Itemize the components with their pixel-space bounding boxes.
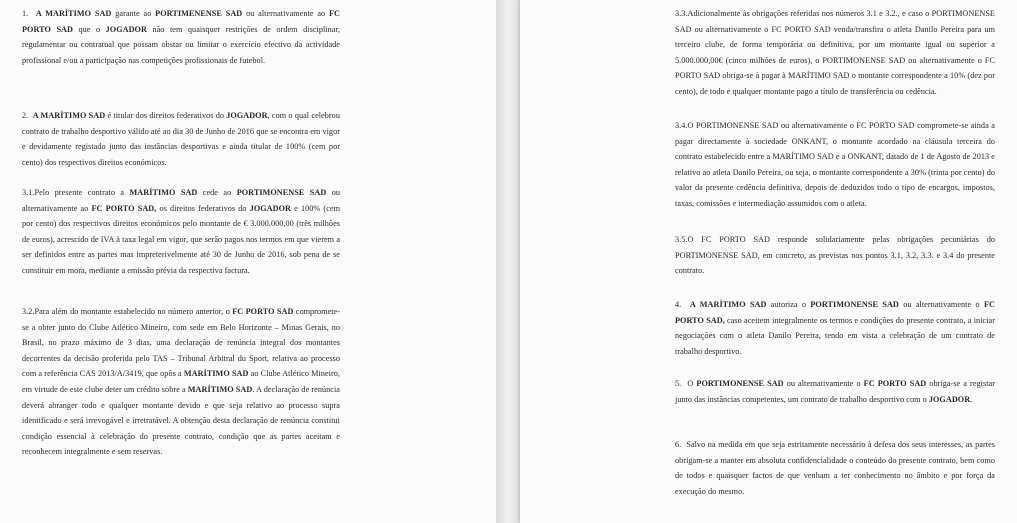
clause-5: 5. O PORTIMONENSE SAD ou alternativamente o FC PORTO SAD obriga-se a registar junto das instâncias competentes, um contrato de trabalho desportivo com o JOGADOR.: [675, 379, 995, 404]
clause-4: 4. A MARÍTIMO SAD autoriza o PORTIMONENSE SAD ou alternativamente o FC PORTO SAD, caso aceitem integralmente os termos e condições do presente contrato, a iniciar negociações com o atleta Danilo Pereira, tendo em vista a celebração de um contrato de trabalho desportivo.: [675, 300, 995, 356]
party-name: JOGADOR: [105, 24, 147, 34]
party-name: FC PORTO SAD,: [91, 203, 157, 213]
clause-2: 2. A MARÍTIMO SAD é titular dos direitos federativos do JOGADOR, com o qual celebrou contrato de trabalho desportivo válido até ao dia 30 de Junho de 2016 que se encontra em vigor e devidamente registado junto das instâncias desportivas e ainda titular de 100% (cem por cento) dos respectivos direitos económicos.: [22, 111, 340, 167]
clause-number: 3.2.: [22, 307, 35, 316]
party-name: MARÍTIMO SAD: [129, 188, 198, 197]
clause-3-2: 3.2.Para além do montante estabelecido no número anterior, o FC PORTO SAD compromete-se a obter junto do Clube Atlético Mineiro, com sede em Belo Horizonte – Minas Gerais, no Brasil, no prazo máximo de 3 dias, uma declaração de renúncia integral dos montantes decorrentes da decisão proferida pelo TAS – Tribunal Arbitral du Sport, relativa ao processo com a referência CAS 2013/A/3419, que opôs a MARÍTIMO SAD ao Clube Atlético Mineiro, em virtude de este clube deter um crédito sobre a MARÍTIMO SAD. A declaração de renúncia deverá abranger todo e qualquer montante devido e que seja relativo ao processo supra identificado e será irrevogável e irretratável. A obtenção desta declaração de renúncia constitui condição essencial à celebração do presente contrato, condição que as partes aceitam e reconhecem integralmente e sem reservas.: [22, 307, 340, 457]
clause-number: 3.4.: [675, 121, 688, 130]
party-name: FC PORTO SAD,: [675, 300, 995, 325]
party-name: JOGADOR: [928, 394, 971, 404]
clause-number: 1.: [22, 9, 29, 18]
left-page: [0, 0, 496, 523]
clause-number: 6.: [675, 440, 682, 449]
clause-number: 5.: [675, 379, 682, 388]
right-page: [520, 0, 1017, 523]
party-name: JOGADOR: [249, 203, 291, 213]
clause-number: 2.: [22, 111, 29, 120]
party-name: A MARÍTIMO SAD: [32, 111, 106, 120]
clause-number: 3.5.: [675, 235, 688, 244]
party-name: PORTIMONENSE SAD: [810, 300, 899, 309]
clause-3-4: 3.4.O PORTIMONENSE SAD ou alternativamente o FC PORTO SAD compromete-se ainda a pagar directamente à sociedade ONKANT, o montante acordado na cláusula terceira do contrato estabelecido entre a MARÍTIMO SAD e a ONKANT, datado de 1 de Agosto de 2013 e relativo ao atleta Danilo Pereira, ou seja, o montante correspondente a 30% (trinta por cento) do valor da presente cedência definitiva, depois de deduzidos todo o tipo de encargos, impostos, taxas, comissões e intermediação assumidos com o atleta.: [675, 121, 995, 208]
party-name: JOGADOR: [226, 111, 268, 120]
clause-6: 6. Salvo na medida em que seja estritamente necessário à defesa dos seus interesses, as partes obrigam-se a manter em absoluta confidencialidade o conteúdo do presente contrato, bem como de todos e quaisquer factos de que venham a ter conhecimento no âmbito e por força da execução do mesmo.: [675, 440, 995, 496]
party-name: A MARÍTIMO SAD: [689, 300, 767, 309]
party-name: MARÍTIMO SAD: [183, 369, 249, 379]
party-name: PORTIMONENSE SAD: [236, 188, 327, 197]
clause-number: 3.1.: [22, 188, 35, 197]
clause-3-3: 3.3.Adicionalmente às obrigações referidas nos números 3.1 e 3.2., e caso o PORTIMONENSE SAD ou alternativamente o FC PORTO SAD venda/transfira o atleta Danilo Pereira para um terceiro clube, de forma temporária ou definitiva, por um montante igual ou superior a 5.000.000,00€ (cinco milhões de euros), o PORTIMONENSE SAD ou alternativamente o FC PORTO SAD obriga-se à pagar à MARÍTIMO SAD o montante correspondente a 10% (dez por cento), de todo e qualquer montante pago a título de transferência ou cedência.: [675, 9, 995, 96]
clause-1: 1. A MARÍTIMO SAD garante ao PORTIMENENSE SAD ou alternativamente ao FC PORTO SAD que o JOGADOR não tem quaisquer restrições de ordem disciplinar, regulamentar ou contratual que possam obstar ou limitar o exercício efectivo da actividade profissional e/ou a participação nas competições profissionais de futebol.: [22, 9, 340, 65]
party-name: PORTIMONENSE SAD: [696, 379, 784, 388]
party-name: FC PORTO SAD: [863, 379, 927, 388]
party-name: MARÍTIMO SAD: [187, 384, 253, 394]
clause-number: 3.3.: [675, 9, 688, 18]
clause-3-5: 3.5.O FC PORTO SAD responde solidariamente pelas obrigações pecuniárias do PORTIMONENSE SAD, em concreto, as previstas nos pontos 3.1, 3.2, 3.3. e 3.4 do presente contrato.: [675, 235, 995, 276]
party-name: A MARÍTIMO SAD: [35, 9, 112, 18]
party-name: FC PORTO SAD: [232, 307, 294, 316]
party-name: PORTIMENENSE SAD: [155, 9, 243, 18]
clause-3-1: 3.1.Pelo presente contrato a MARÍTIMO SAD cede ao PORTIMONENSE SAD ou alternativamente ao FC PORTO SAD, os direitos federativos do JOGADOR e 100% (cem por cento) dos respectivos direitos económicos pelo montante de € 3.000.000,00 (três milhões de euros), acrescido de IVA à taxa legal em vigor, que serão pagos nos termos em que vierem a ser definidos entre as partes mas impreterivelmente até 30 de Junho de 2016, sob pena de se constituir em mora, mediante a emissão prévia da respectiva factura.: [22, 188, 340, 275]
book-spine: [496, 0, 520, 523]
party-name: FC PORTO SAD: [22, 9, 340, 34]
clause-number: 4.: [675, 300, 682, 309]
